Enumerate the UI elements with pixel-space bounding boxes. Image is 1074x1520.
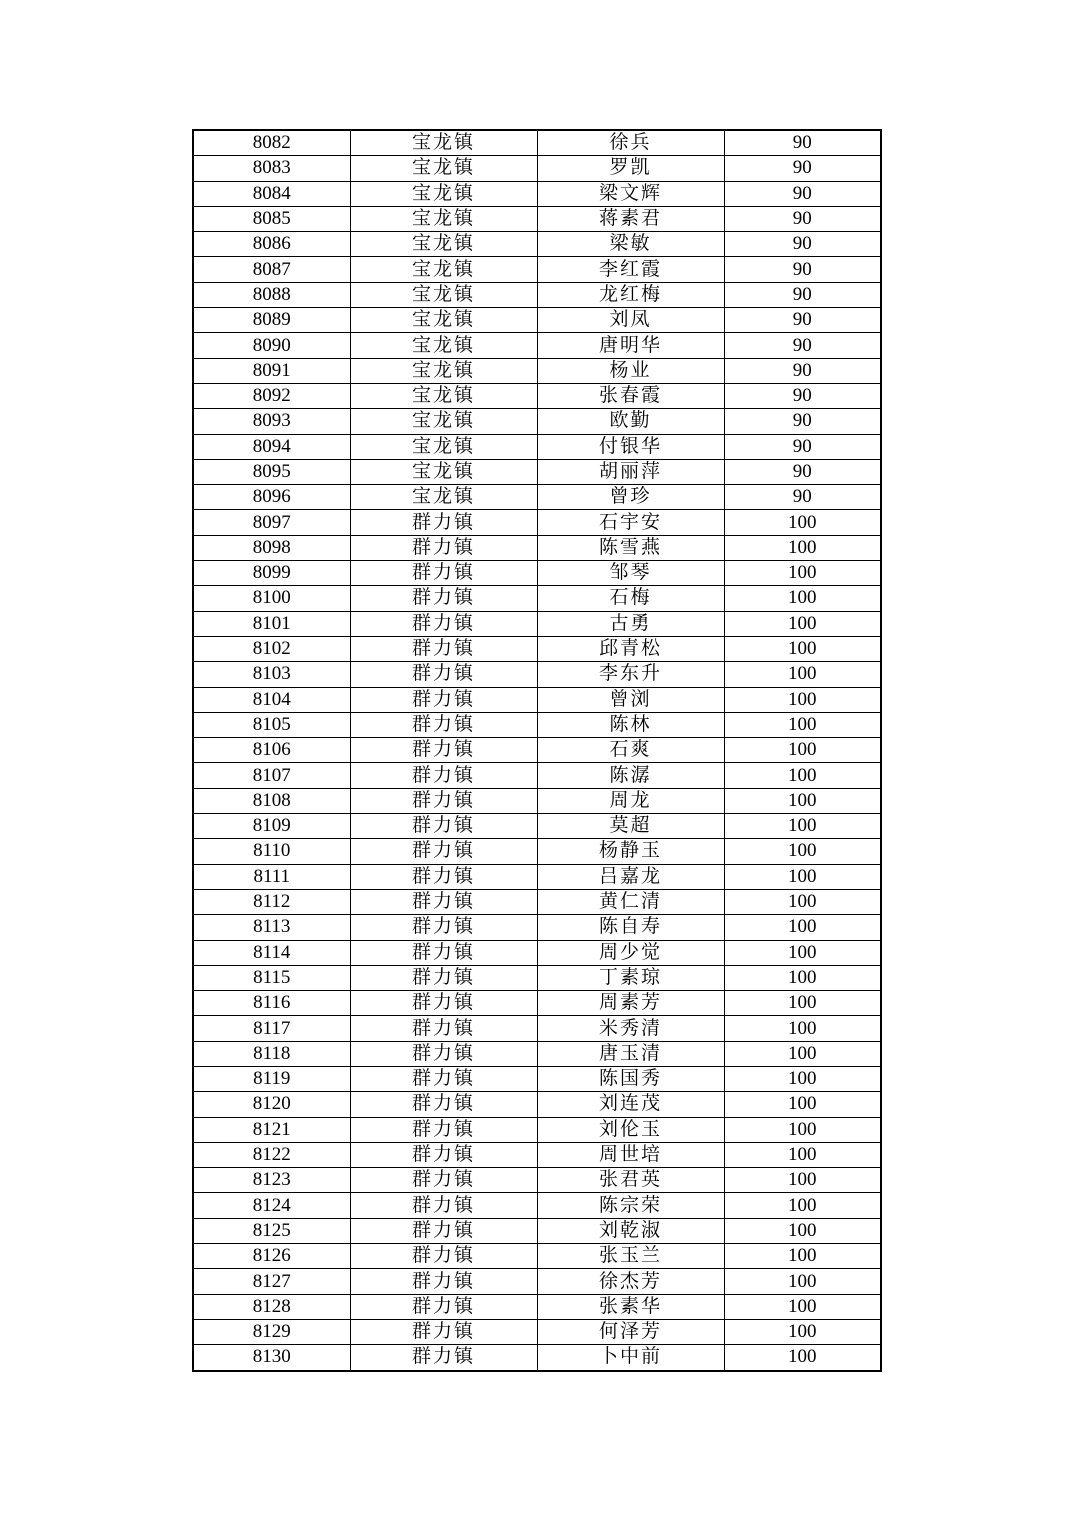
amount-cell: 90	[724, 257, 881, 282]
table-row	[193, 1218, 881, 1243]
amount-cell: 100	[724, 1319, 881, 1344]
amount-cell: 100	[724, 1294, 881, 1319]
person-name-cell: 李东升	[537, 662, 724, 687]
table-row	[193, 687, 881, 712]
amount-cell: 100	[724, 586, 881, 611]
town-cell: 群力镇	[350, 687, 537, 712]
table-row	[193, 814, 881, 839]
person-name-cell: 邱青松	[537, 636, 724, 661]
town-cell: 群力镇	[350, 561, 537, 586]
table-row	[193, 1319, 881, 1344]
town-cell: 群力镇	[350, 1193, 537, 1218]
table-row	[193, 915, 881, 940]
serial-number-cell: 8106	[193, 738, 350, 763]
amount-cell: 100	[724, 636, 881, 661]
person-name-cell: 梁文辉	[537, 181, 724, 206]
serial-number-cell: 8100	[193, 586, 350, 611]
person-name-cell: 陈林	[537, 712, 724, 737]
serial-number-cell: 8118	[193, 1041, 350, 1066]
person-name-cell: 胡丽萍	[537, 459, 724, 484]
amount-cell: 100	[724, 915, 881, 940]
amount-cell: 100	[724, 611, 881, 636]
amount-cell: 100	[724, 1092, 881, 1117]
serial-number-cell: 8102	[193, 636, 350, 661]
serial-number-cell: 8120	[193, 1092, 350, 1117]
person-name-cell: 黄仁清	[537, 889, 724, 914]
town-cell: 群力镇	[350, 535, 537, 560]
table-row	[193, 181, 881, 206]
table-row	[193, 991, 881, 1016]
person-name-cell: 唐玉清	[537, 1041, 724, 1066]
table-row	[193, 712, 881, 737]
serial-number-cell: 8088	[193, 282, 350, 307]
person-name-cell: 付银华	[537, 434, 724, 459]
table-row	[193, 383, 881, 408]
table-row	[193, 257, 881, 282]
town-cell: 群力镇	[350, 1345, 537, 1371]
table-row	[193, 1193, 881, 1218]
person-name-cell: 陈雪燕	[537, 535, 724, 560]
town-cell: 群力镇	[350, 940, 537, 965]
town-cell: 群力镇	[350, 763, 537, 788]
serial-number-cell: 8099	[193, 561, 350, 586]
amount-cell: 90	[724, 130, 881, 156]
amount-cell: 90	[724, 409, 881, 434]
town-cell: 群力镇	[350, 1319, 537, 1344]
table-row	[193, 1294, 881, 1319]
person-name-cell: 刘连茂	[537, 1092, 724, 1117]
amount-cell: 100	[724, 1345, 881, 1371]
data-table	[192, 129, 882, 1372]
town-cell: 宝龙镇	[350, 232, 537, 257]
town-cell: 群力镇	[350, 1269, 537, 1294]
person-name-cell: 杨静玉	[537, 839, 724, 864]
serial-number-cell: 8097	[193, 510, 350, 535]
serial-number-cell: 8126	[193, 1244, 350, 1269]
person-name-cell: 石爽	[537, 738, 724, 763]
person-name-cell: 梁敏	[537, 232, 724, 257]
person-name-cell: 曾浏	[537, 687, 724, 712]
person-name-cell: 陈自寿	[537, 915, 724, 940]
amount-cell: 100	[724, 1244, 881, 1269]
table-row	[193, 232, 881, 257]
amount-cell: 100	[724, 991, 881, 1016]
serial-number-cell: 8103	[193, 662, 350, 687]
person-name-cell: 蒋素君	[537, 206, 724, 231]
serial-number-cell: 8090	[193, 333, 350, 358]
town-cell: 群力镇	[350, 965, 537, 990]
serial-number-cell: 8096	[193, 485, 350, 510]
amount-cell: 100	[724, 1117, 881, 1142]
serial-number-cell: 8111	[193, 864, 350, 889]
person-name-cell: 徐杰芳	[537, 1269, 724, 1294]
amount-cell: 100	[724, 965, 881, 990]
town-cell: 宝龙镇	[350, 434, 537, 459]
serial-number-cell: 8091	[193, 358, 350, 383]
table-row	[193, 1016, 881, 1041]
person-name-cell: 杨业	[537, 358, 724, 383]
table-row	[193, 864, 881, 889]
amount-cell: 100	[724, 940, 881, 965]
town-cell: 宝龙镇	[350, 459, 537, 484]
table-row	[193, 788, 881, 813]
town-cell: 群力镇	[350, 510, 537, 535]
person-name-cell: 罗凯	[537, 156, 724, 181]
amount-cell: 90	[724, 358, 881, 383]
person-name-cell: 周龙	[537, 788, 724, 813]
town-cell: 群力镇	[350, 889, 537, 914]
table-row	[193, 333, 881, 358]
town-cell: 宝龙镇	[350, 282, 537, 307]
serial-number-cell: 8083	[193, 156, 350, 181]
amount-cell: 90	[724, 308, 881, 333]
serial-number-cell: 8128	[193, 1294, 350, 1319]
town-cell: 群力镇	[350, 636, 537, 661]
serial-number-cell: 8109	[193, 814, 350, 839]
table-row	[193, 282, 881, 307]
town-cell: 群力镇	[350, 1092, 537, 1117]
amount-cell: 100	[724, 814, 881, 839]
town-cell: 群力镇	[350, 915, 537, 940]
table-row	[193, 1041, 881, 1066]
table-row	[193, 409, 881, 434]
table-row	[193, 1066, 881, 1091]
town-cell: 宝龙镇	[350, 130, 537, 156]
person-name-cell: 龙红梅	[537, 282, 724, 307]
person-name-cell: 张玉兰	[537, 1244, 724, 1269]
serial-number-cell: 8119	[193, 1066, 350, 1091]
serial-number-cell: 8115	[193, 965, 350, 990]
town-cell: 群力镇	[350, 1016, 537, 1041]
town-cell: 群力镇	[350, 1066, 537, 1091]
town-cell: 群力镇	[350, 814, 537, 839]
serial-number-cell: 8094	[193, 434, 350, 459]
serial-number-cell: 8122	[193, 1142, 350, 1167]
amount-cell: 90	[724, 333, 881, 358]
serial-number-cell: 8089	[193, 308, 350, 333]
town-cell: 宝龙镇	[350, 156, 537, 181]
person-name-cell: 刘凤	[537, 308, 724, 333]
person-name-cell: 刘乾淑	[537, 1218, 724, 1243]
table-row	[193, 839, 881, 864]
table-row	[193, 636, 881, 661]
amount-cell: 100	[724, 1016, 881, 1041]
amount-cell: 90	[724, 459, 881, 484]
person-name-cell: 石宇安	[537, 510, 724, 535]
town-cell: 群力镇	[350, 712, 537, 737]
table-row	[193, 662, 881, 687]
table-row	[193, 485, 881, 510]
amount-cell: 100	[724, 738, 881, 763]
serial-number-cell: 8098	[193, 535, 350, 560]
person-name-cell: 曾珍	[537, 485, 724, 510]
amount-cell: 100	[724, 712, 881, 737]
serial-number-cell: 8129	[193, 1319, 350, 1344]
town-cell: 群力镇	[350, 864, 537, 889]
serial-number-cell: 8086	[193, 232, 350, 257]
town-cell: 宝龙镇	[350, 308, 537, 333]
town-cell: 群力镇	[350, 1218, 537, 1243]
table-row	[193, 1345, 881, 1371]
amount-cell: 100	[724, 1066, 881, 1091]
amount-cell: 90	[724, 206, 881, 231]
serial-number-cell: 8127	[193, 1269, 350, 1294]
amount-cell: 100	[724, 864, 881, 889]
amount-cell: 100	[724, 561, 881, 586]
serial-number-cell: 8113	[193, 915, 350, 940]
town-cell: 群力镇	[350, 1142, 537, 1167]
town-cell: 宝龙镇	[350, 206, 537, 231]
table-row	[193, 535, 881, 560]
table-row	[193, 611, 881, 636]
table-body	[193, 130, 881, 1371]
person-name-cell: 何泽芳	[537, 1319, 724, 1344]
town-cell: 群力镇	[350, 662, 537, 687]
person-name-cell: 欧勤	[537, 409, 724, 434]
person-name-cell: 邹琴	[537, 561, 724, 586]
amount-cell: 100	[724, 687, 881, 712]
amount-cell: 90	[724, 383, 881, 408]
person-name-cell: 周少觉	[537, 940, 724, 965]
person-name-cell: 米秀清	[537, 1016, 724, 1041]
town-cell: 群力镇	[350, 1294, 537, 1319]
town-cell: 宝龙镇	[350, 257, 537, 282]
amount-cell: 90	[724, 232, 881, 257]
serial-number-cell: 8117	[193, 1016, 350, 1041]
table-row	[193, 561, 881, 586]
person-name-cell: 周世培	[537, 1142, 724, 1167]
table-row	[193, 308, 881, 333]
table-row	[193, 510, 881, 535]
person-name-cell: 张君英	[537, 1168, 724, 1193]
amount-cell: 90	[724, 485, 881, 510]
town-cell: 宝龙镇	[350, 181, 537, 206]
serial-number-cell: 8116	[193, 991, 350, 1016]
table-row	[193, 940, 881, 965]
table-row	[193, 434, 881, 459]
table-row	[193, 763, 881, 788]
amount-cell: 90	[724, 434, 881, 459]
amount-cell: 100	[724, 1269, 881, 1294]
table-row	[193, 206, 881, 231]
serial-number-cell: 8082	[193, 130, 350, 156]
amount-cell: 100	[724, 763, 881, 788]
amount-cell: 100	[724, 839, 881, 864]
town-cell: 群力镇	[350, 738, 537, 763]
serial-number-cell: 8130	[193, 1345, 350, 1371]
town-cell: 群力镇	[350, 839, 537, 864]
serial-number-cell: 8124	[193, 1193, 350, 1218]
town-cell: 群力镇	[350, 991, 537, 1016]
serial-number-cell: 8092	[193, 383, 350, 408]
amount-cell: 100	[724, 1041, 881, 1066]
town-cell: 群力镇	[350, 1041, 537, 1066]
table-row	[193, 965, 881, 990]
town-cell: 宝龙镇	[350, 358, 537, 383]
amount-cell: 100	[724, 788, 881, 813]
serial-number-cell: 8121	[193, 1117, 350, 1142]
table-row	[193, 738, 881, 763]
amount-cell: 100	[724, 889, 881, 914]
town-cell: 群力镇	[350, 1117, 537, 1142]
amount-cell: 100	[724, 510, 881, 535]
table-row	[193, 1244, 881, 1269]
serial-number-cell: 8108	[193, 788, 350, 813]
amount-cell: 90	[724, 181, 881, 206]
amount-cell: 100	[724, 1193, 881, 1218]
serial-number-cell: 8101	[193, 611, 350, 636]
town-cell: 宝龙镇	[350, 383, 537, 408]
serial-number-cell: 8084	[193, 181, 350, 206]
person-name-cell: 莫超	[537, 814, 724, 839]
person-name-cell: 张春霞	[537, 383, 724, 408]
town-cell: 宝龙镇	[350, 333, 537, 358]
serial-number-cell: 8087	[193, 257, 350, 282]
serial-number-cell: 8125	[193, 1218, 350, 1243]
amount-cell: 100	[724, 662, 881, 687]
town-cell: 宝龙镇	[350, 409, 537, 434]
serial-number-cell: 8093	[193, 409, 350, 434]
person-name-cell: 陈宗荣	[537, 1193, 724, 1218]
town-cell: 群力镇	[350, 611, 537, 636]
amount-cell: 100	[724, 1218, 881, 1243]
table-row	[193, 459, 881, 484]
town-cell: 群力镇	[350, 1168, 537, 1193]
person-name-cell: 吕嘉龙	[537, 864, 724, 889]
town-cell: 群力镇	[350, 788, 537, 813]
serial-number-cell: 8114	[193, 940, 350, 965]
town-cell: 群力镇	[350, 1244, 537, 1269]
person-name-cell: 周素芳	[537, 991, 724, 1016]
table-row	[193, 156, 881, 181]
table-row	[193, 130, 881, 156]
person-name-cell: 唐明华	[537, 333, 724, 358]
amount-cell: 100	[724, 535, 881, 560]
person-name-cell: 陈国秀	[537, 1066, 724, 1091]
table-row	[193, 1142, 881, 1167]
serial-number-cell: 8105	[193, 712, 350, 737]
serial-number-cell: 8095	[193, 459, 350, 484]
amount-cell: 100	[724, 1168, 881, 1193]
table-row	[193, 1117, 881, 1142]
person-name-cell: 张素华	[537, 1294, 724, 1319]
table-row	[193, 1168, 881, 1193]
person-name-cell: 丁素琼	[537, 965, 724, 990]
person-name-cell: 古勇	[537, 611, 724, 636]
person-name-cell: 陈潺	[537, 763, 724, 788]
person-name-cell: 徐兵	[537, 130, 724, 156]
serial-number-cell: 8104	[193, 687, 350, 712]
table-row	[193, 889, 881, 914]
table-row	[193, 358, 881, 383]
person-name-cell: 石梅	[537, 586, 724, 611]
table-row	[193, 1092, 881, 1117]
amount-cell: 100	[724, 1142, 881, 1167]
amount-cell: 90	[724, 282, 881, 307]
person-name-cell: 刘伦玉	[537, 1117, 724, 1142]
serial-number-cell: 8110	[193, 839, 350, 864]
serial-number-cell: 8123	[193, 1168, 350, 1193]
amount-cell: 90	[724, 156, 881, 181]
serial-number-cell: 8112	[193, 889, 350, 914]
person-name-cell: 卜中前	[537, 1345, 724, 1371]
person-name-cell: 李红霞	[537, 257, 724, 282]
serial-number-cell: 8107	[193, 763, 350, 788]
serial-number-cell: 8085	[193, 206, 350, 231]
table-row	[193, 586, 881, 611]
town-cell: 宝龙镇	[350, 485, 537, 510]
town-cell: 群力镇	[350, 586, 537, 611]
table-row	[193, 1269, 881, 1294]
